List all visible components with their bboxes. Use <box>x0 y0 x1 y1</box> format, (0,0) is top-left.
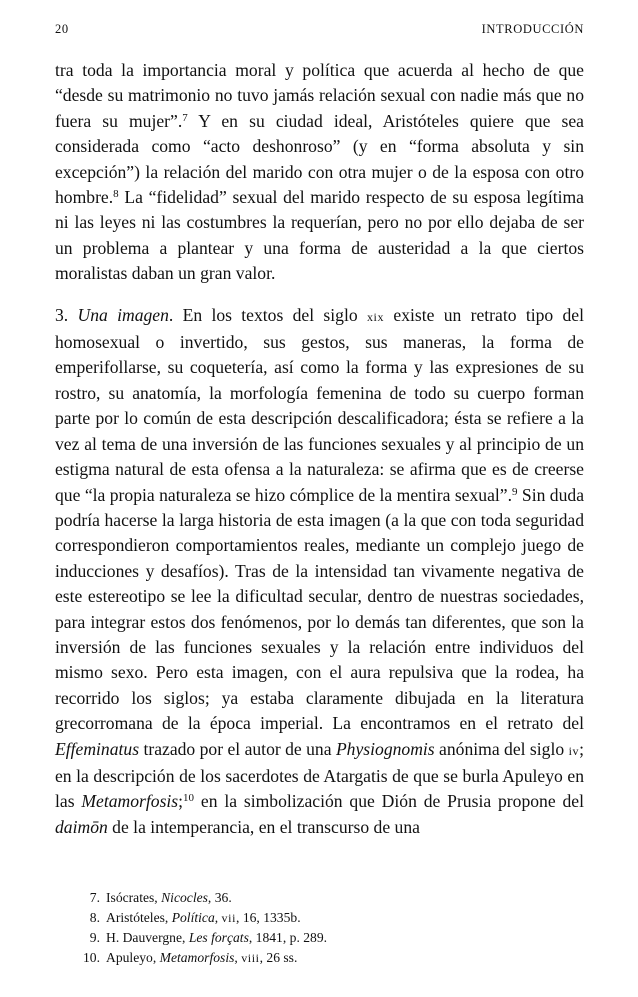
running-title: INTRODUCCIÓN <box>481 22 584 36</box>
footnote-author: Isócrates, <box>106 890 162 905</box>
paragraph-1 <box>55 58 584 287</box>
footnote-work: Política <box>171 909 215 925</box>
footnote: 8. Aristóteles, Política, vii, 16, 1335b. <box>78 908 578 929</box>
main-text <box>55 58 584 840</box>
text-run: tra toda la importancia moral y política que acuerda al hecho de que “desde su matrimonio no tuvo jamás relación sexual con nadie más que no fuera su mujer”. <box>55 60 584 131</box>
footnote-locator: , 1841, p. 289. <box>248 930 328 945</box>
italic-term: daimōn <box>55 816 108 837</box>
footnote-ref-7[interactable]: 7 <box>182 111 188 124</box>
text-run: en la simbolización que Dión de Prusia propone del <box>194 791 584 812</box>
text-run: Y en su ciudad ideal, Aristóteles quiere que sea considerada como “acto deshonroso” (y en “forma absoluta y sin excepción”) la relación del marido con otra mujer o de la esposa con otro hombre. <box>55 110 584 208</box>
text-run: anónima del siglo <box>434 738 569 759</box>
footnotes <box>78 888 578 968</box>
italic-term: Effeminatus <box>55 738 140 759</box>
italic-term: Metamorfosis <box>81 791 179 812</box>
footnote-ref-10[interactable]: 10 <box>183 792 195 805</box>
footnote-work: Nicocles <box>161 890 208 905</box>
text-run: existe un retrato tipo del homosexual o invertido, sus gestos, sus maneras, la forma de emperifollarse, su coquetería, así como la forma y las expresiones de su rostro, su anatomía, la morfología femenina de todo su cuerpo forman parte por lo común de esta descripción descalificadora; ésta se refiere a la vez al tema de una inversión de las funciones sexuales y al principio de un estigma natural de esta ofensa a la naturaleza: se afirma que es de creerse que “la propia naturaleza se hizo cómplice de la mentira sexual”. <box>55 304 584 505</box>
section-number: 3. <box>55 304 78 325</box>
footnote-number: 9. <box>89 930 100 945</box>
italic-term: Physiognomis <box>335 738 435 759</box>
text-run: ; <box>178 791 184 812</box>
footnote-work: Les forçats <box>188 930 249 945</box>
footnote-ref-9[interactable]: 9 <box>511 485 518 498</box>
footnote <box>78 928 578 948</box>
paragraph-2 <box>55 303 584 841</box>
text-run: La “fidelidad” sexual del marido respecto de su esposa legítima ni las leyes ni las costumbres la requerían, pero no por ello dejaba de ser un problema a plantear y una forma de austeridad a la que ciertos moralistas daban un gran valor. <box>55 187 584 284</box>
section-heading: Una imagen <box>77 304 169 325</box>
footnote-book-numeral: viii <box>241 950 260 965</box>
footnote-work: Metamorfosis <box>159 949 235 965</box>
footnote-locator: , 36. <box>207 890 232 905</box>
footnote-number: 10. <box>83 949 100 965</box>
footnote-book-numeral: vii <box>221 910 237 925</box>
footnote-number: 8. <box>89 909 100 925</box>
text-run: de la intemperancia, en el transcurso de una <box>107 816 420 837</box>
footnote-author: H. Dauvergne, <box>106 930 189 945</box>
text-run: trazado por el autor de una <box>139 738 336 759</box>
footnote-ref-8[interactable]: 8 <box>113 188 119 201</box>
footnote: 10. Apuleyo, Metamorfosis, viii, 26 ss. <box>78 948 578 969</box>
footnote <box>78 888 578 908</box>
footnote-locator: , 26 ss. <box>259 949 298 965</box>
footnote-number: 7. <box>89 890 100 905</box>
footnote-locator: , 16, 1335b. <box>236 909 301 925</box>
footnote-author: Apuleyo, <box>106 949 160 965</box>
running-header <box>55 22 584 42</box>
text-run: Sin duda podría hacerse la larga historia de esta imagen (a la que con toda seguridad correspondieron comportamientos reales, mediante un complejo juego de inducciones y desafíos). Tras de la intensidad tan vivamente negativa de este estereotipo se lee la dificultad secular, dentro de nuestras sociedades, para integrar estos dos fenómenos, por lo demás tan diferentes, que son la inversión de las funciones sexuales y la relación entre individuos del mismo sexo. Pero esta imagen, con el aura repulsiva que la rodea, ha recorrido los siglos; ya estaba claramente dibujada en la literatura grecorromana de la época imperial. La encontramos en el retrato del <box>55 484 585 734</box>
century-numeral: iv <box>568 743 580 758</box>
century-numeral: xix <box>366 309 385 324</box>
text-run: ; en la descripción de los sacerdotes de Atargatis de que se burla Apuleyo en las <box>55 738 584 812</box>
text-run: . En los textos del siglo <box>168 304 367 325</box>
page-number: 20 <box>55 22 69 36</box>
footnote-author: Aristóteles, <box>106 909 172 925</box>
